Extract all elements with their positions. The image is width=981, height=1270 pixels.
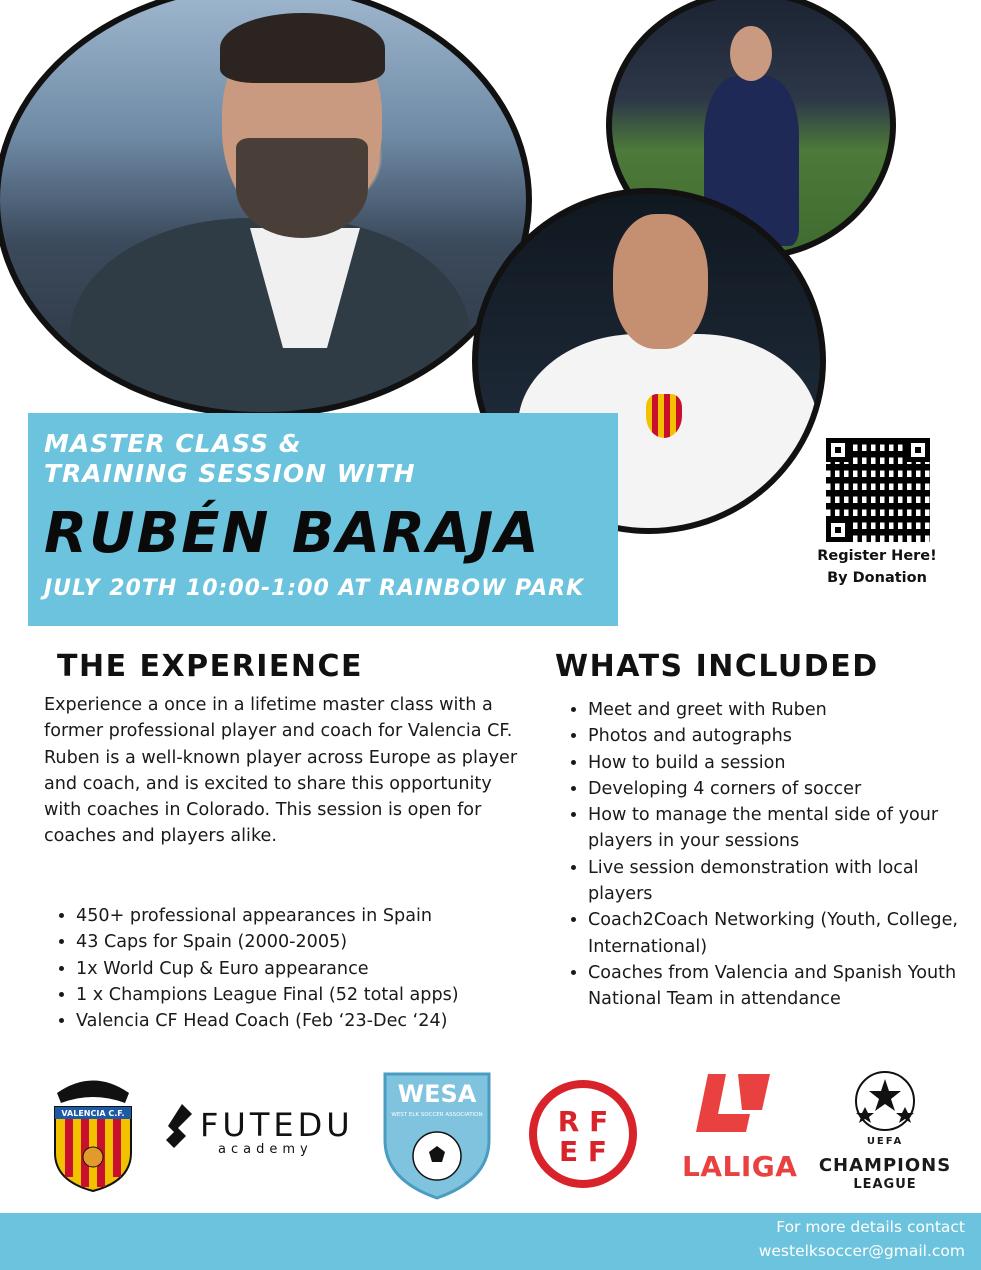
laliga-mark-icon [688,1070,788,1148]
footer-bar [0,1213,981,1270]
included-heading: WHATS INCLUDED [555,649,879,684]
coach-portrait-photo [0,0,532,418]
list-item: • How to manage the mental side of your players in your sessions [588,802,973,855]
event-date-location: JULY 20TH 10:00-1:00 AT RAINBOW PARK [44,576,585,601]
experience-heading: THE EXPERIENCE [57,649,363,684]
futedu-subtitle: academy [218,1142,313,1157]
footer-email-link[interactable]: westelksoccer@gmail.com [758,1242,965,1260]
list-item: • How to build a session [588,750,973,776]
ucl-champions-text: CHAMPIONS [818,1155,952,1176]
title-line-1: MASTER CLASS & [44,429,302,458]
footer-contact-label: For more details contact [776,1218,965,1236]
experience-list [44,903,556,1034]
ucl-league-text: LEAGUE [853,1177,917,1192]
rfef-top-text: R F [557,1105,609,1138]
list-item: • 1x World Cup & Euro appearance [76,956,556,982]
valencia-cf-logo [47,1073,139,1193]
list-item: • Photos and autographs [588,723,973,749]
list-item: • Live session demonstration with local players [588,855,973,908]
list-item: • Developing 4 corners of soccer [588,776,973,802]
register-label: Register Here! [817,548,937,564]
list-item: • Coaches from Valencia and Spanish Youth National Team in attendance [588,960,973,1013]
list-item: • Valencia CF Head Coach (Feb ‘23-Dec ‘24) [76,1008,556,1034]
donation-label: By Donation [827,570,927,586]
list-item: • 1 x Champions League Final (52 total apps) [76,982,556,1008]
uefa-champions-league-logo [815,1069,955,1199]
rfef-logo [528,1079,638,1189]
included-list [556,697,973,1013]
list-item: • Coach2Coach Networking (Youth, College, International) [588,907,973,960]
wesa-logo [381,1070,493,1200]
laliga-logo [680,1070,798,1185]
experience-paragraph: Experience a once in a lifetime master class with a former professional player and coach for Valencia CF. Ruben is a well-known player across Europe as player and coach, and is excited to share this opportunity with coaches in Colorado. This session is open for coaches and players alike. [44,695,518,847]
futedu-wordmark: FUTEDU [200,1106,354,1144]
list-item: • Meet and greet with Ruben [588,697,973,723]
futedu-mark-icon [162,1102,196,1150]
valencia-text: VALENCIA C.F. [61,1109,125,1118]
wesa-text: WESA [397,1080,477,1108]
title-line-2: TRAINING SESSION WITH [44,459,416,488]
list-item: • 450+ professional appearances in Spain [76,903,556,929]
ucl-uefa-text: UEFA [866,1136,904,1147]
starball-icon [853,1069,917,1133]
register-qr-code[interactable] [826,438,930,542]
futedu-academy-logo [162,1100,352,1160]
list-item: • 43 Caps for Spain (2000-2005) [76,929,556,955]
coach-name: RUBÉN BARAJA [44,501,541,566]
title-banner [28,413,618,626]
rfef-bottom-text: E F [558,1135,608,1168]
wesa-subtitle: WEST ELK SOCCER ASSOCIATION [391,1112,483,1118]
laliga-wordmark: LALIGA [682,1150,798,1183]
